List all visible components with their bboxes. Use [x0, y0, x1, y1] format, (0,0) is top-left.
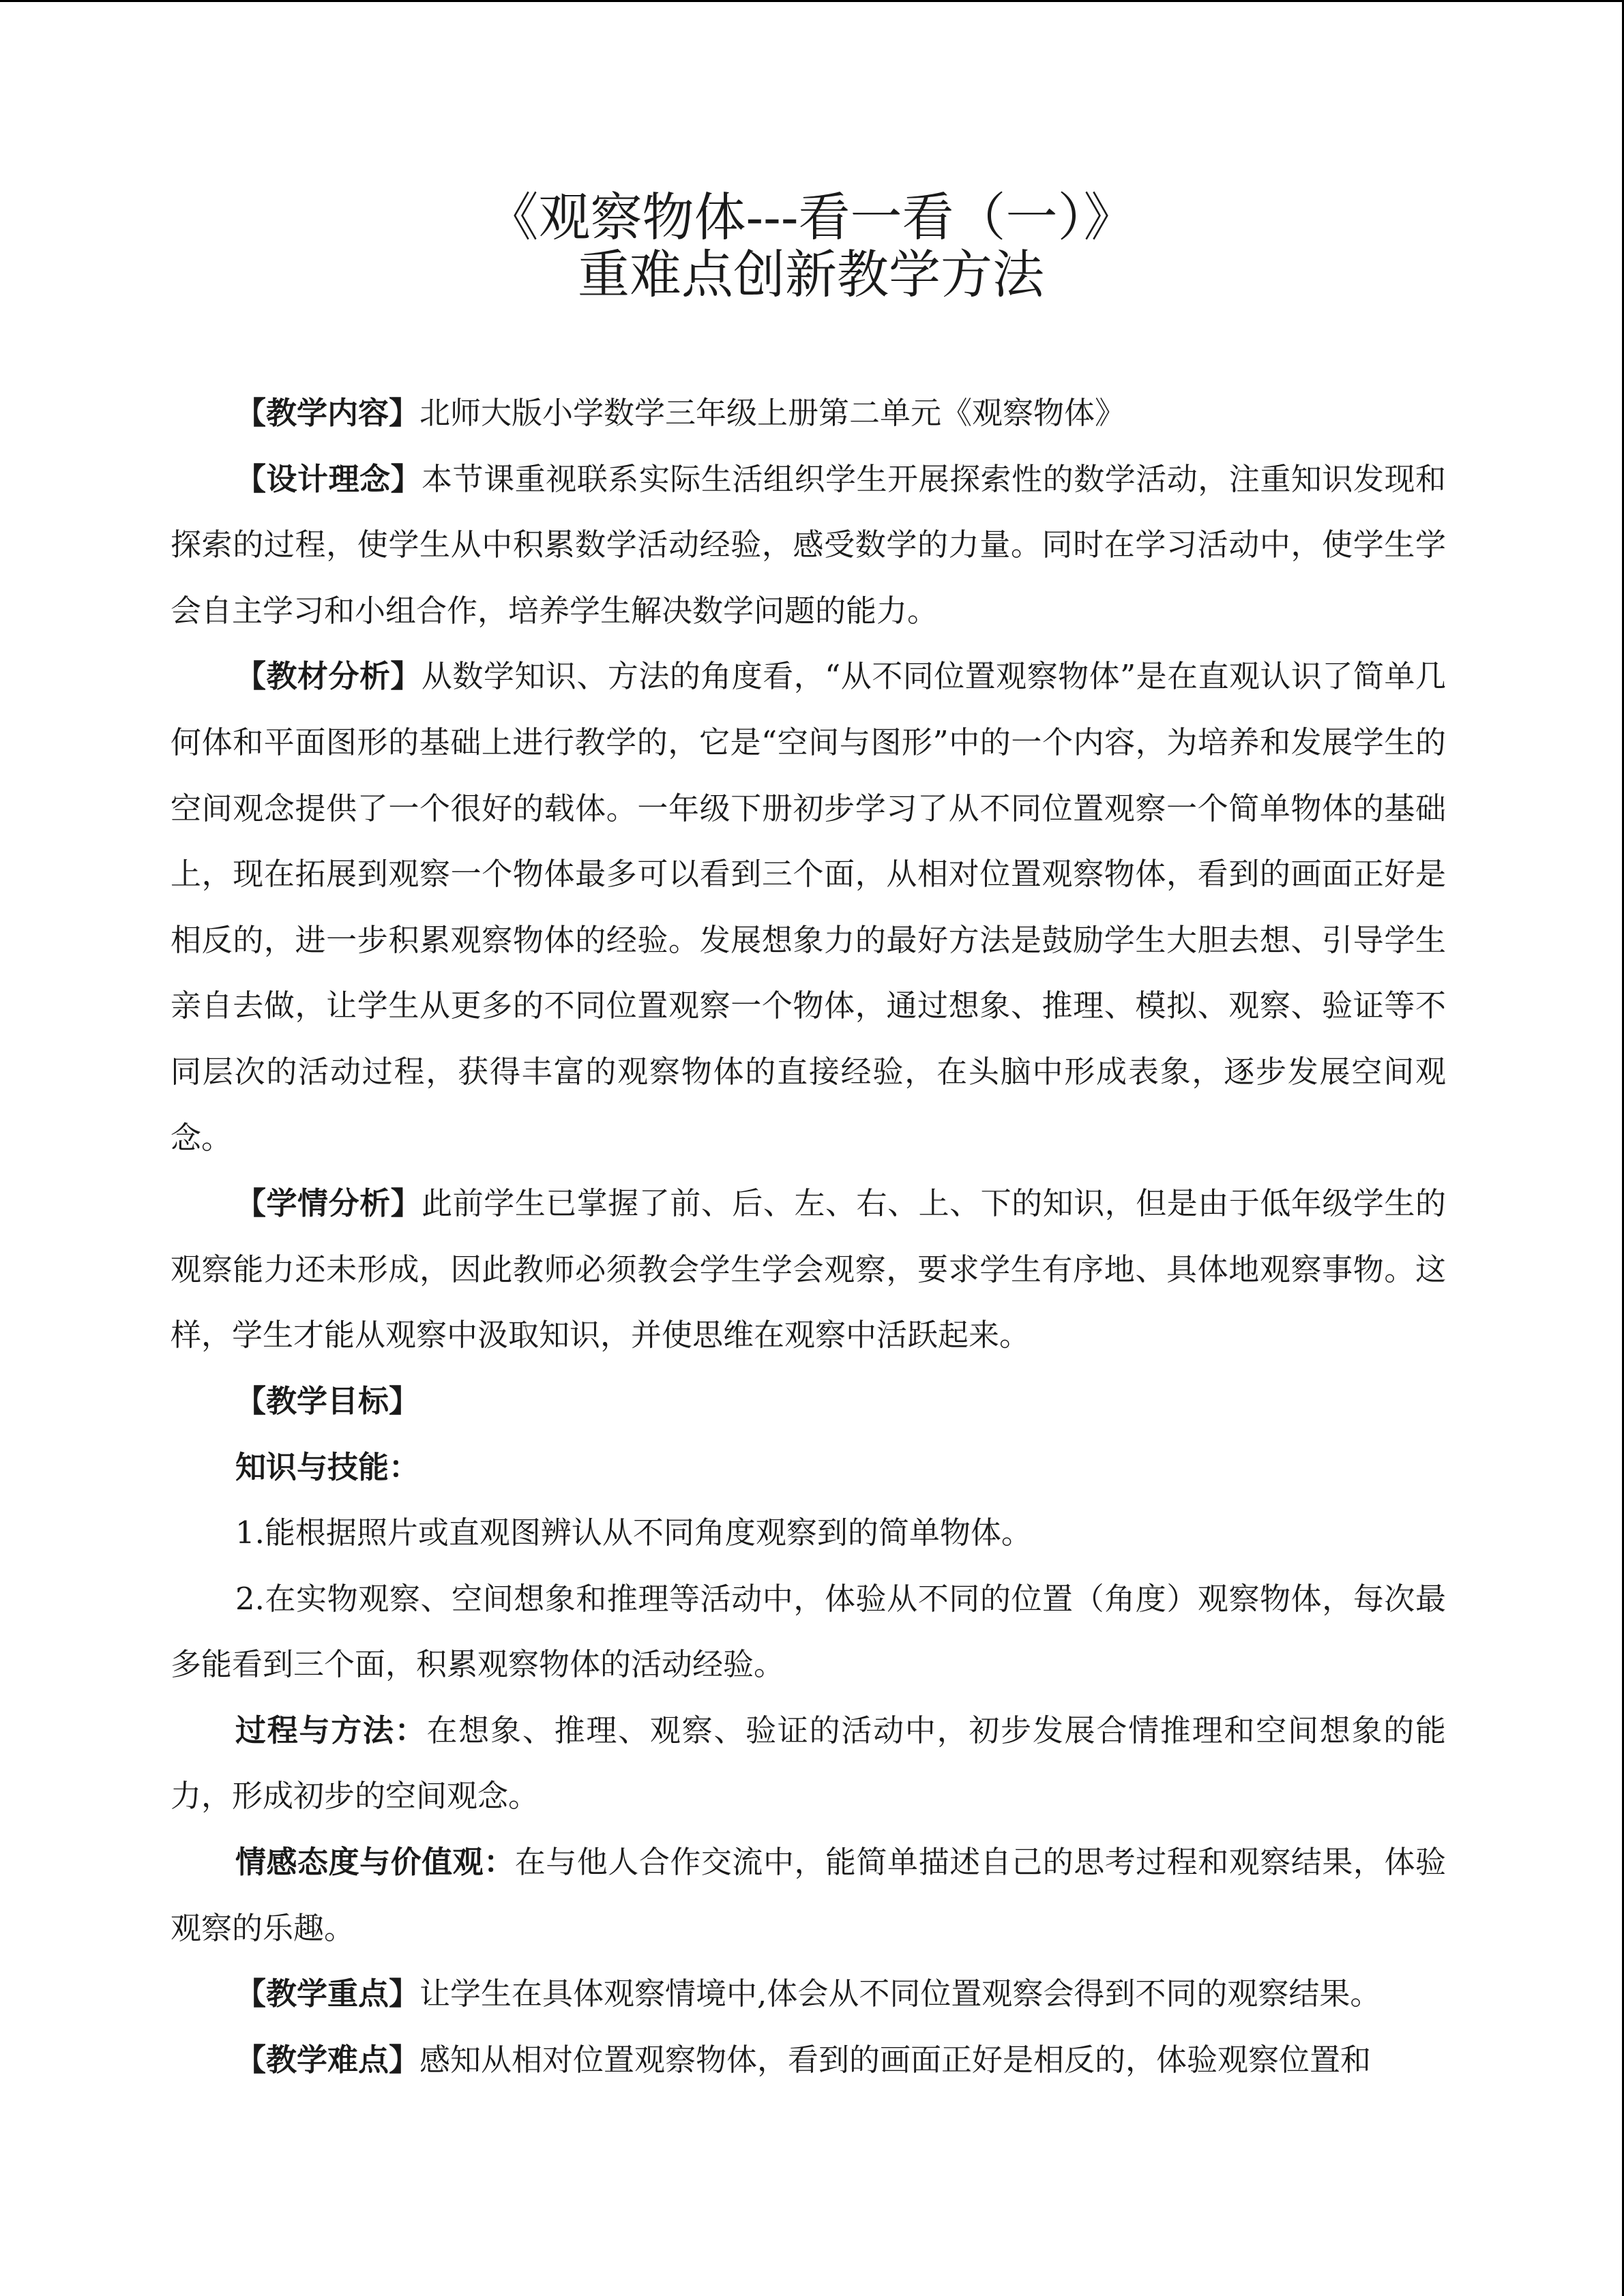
- paragraph-text: 1.能根据照片或直观图辨认从不同角度观察到的简单物体。: [235, 1515, 1032, 1551]
- paragraph-goal-2: [171, 1566, 1446, 1698]
- paragraph-goal-1: [171, 1500, 1446, 1566]
- paragraph-text: 在想象、推理、观察、验证的活动中，初步发展合情推理和空间想象的能力，形成初步的空间观念。: [171, 1712, 1446, 1815]
- paragraph-label: 知识与技能：: [235, 1448, 420, 1485]
- document-title-line1: 《观察物体---看一看（一）》: [486, 187, 1136, 248]
- paragraph-text: 本节课重视联系实际生活组织学生开展探索性的数学活动，注重知识发现和探索的过程，使学生从中积累数学活动经验，感受数学的力量。同时在学习活动中，使学生学会自主学习和小组合作，培养学生解决数学问题的能力。: [171, 460, 1446, 629]
- paragraph-process-method: [171, 1698, 1446, 1830]
- paragraph-textbook-analysis: [171, 644, 1446, 1171]
- paragraph-label: 【教学内容】: [235, 395, 420, 431]
- paragraph-text: 从数学知识、方法的角度看，“从不同位置观察物体”是在直观认识了简单几何体和平面图形的基础上进行教学的，它是“空间与图形”中的一个内容，为培养和发展学生的空间观念提供了一个很好的载体。一年级下册初步学习了从不同位置观察一个简单物体的基础上，现在拓展到观察一个物体最多可以看到三个面，从相对位置观察物体，看到的画面正好是相反的，进一步积累观察物体的经验。发展想象力的最好方法是鼓励学生大胆去想、引导学生亲自去做，让学生从更多的不同位置观察一个物体，通过想象、推理、模拟、观察、验证等不同层次的活动过程，获得丰富的观察物体的直接经验，在头脑中形成表象，逐步发展空间观念。: [171, 658, 1446, 1156]
- paragraph-student-analysis: [171, 1171, 1446, 1369]
- document-title-line2: 重难点创新教学方法: [578, 244, 1044, 305]
- paragraph-label: 【教学目标】: [235, 1382, 420, 1419]
- paragraph-label: 【教学重点】: [235, 1976, 420, 2012]
- paragraph-key-points: [171, 1961, 1446, 2027]
- paragraph-teaching-goals: [171, 1369, 1446, 1435]
- paragraph-emotion-values: [171, 1830, 1446, 1961]
- paragraph-label: 【教材分析】: [235, 658, 422, 695]
- paragraph-text: 感知从相对位置观察物体，看到的画面正好是相反的，体验观察位置和: [419, 2041, 1372, 2078]
- paragraph-teaching-content: [171, 381, 1446, 447]
- document-body: [171, 381, 1446, 2093]
- paragraph-design-concept: [171, 447, 1446, 644]
- paragraph-label: 过程与方法：: [235, 1712, 427, 1748]
- paragraph-label: 情感态度与价值观：: [235, 1844, 515, 1881]
- paragraph-label: 【教学难点】: [235, 2041, 420, 2078]
- paragraph-text: 在与他人合作交流中，能简单描述自己的思考过程和观察结果，体验观察的乐趣。: [171, 1844, 1446, 1946]
- paragraph-text: 此前学生已掌握了前、后、左、右、上、下的知识，但是由于低年级学生的观察能力还未形成，因此教师必须教会学生学会观察，要求学生有序地、具体地观察事物。这样，学生才能从观察中汲取知识，并使思维在观察中活跃起来。: [171, 1185, 1446, 1354]
- paragraph-text: 北师大版小学数学三年级上册第二单元《观察物体》: [419, 395, 1126, 431]
- paragraph-label: 【设计理念】: [235, 460, 422, 497]
- paragraph-text: 让学生在具体观察情境中,体会从不同位置观察会得到不同的观察结果。: [419, 1976, 1381, 2012]
- paragraph-label: 【学情分析】: [235, 1185, 422, 1222]
- paragraph-text: 2.在实物观察、空间想象和推理等活动中，体验从不同的位置（角度）观察物体，每次最多能看到三个面，积累观察物体的活动经验。: [171, 1580, 1446, 1683]
- paragraph-knowledge-skills: [171, 1435, 1446, 1501]
- paragraph-difficult-points: [171, 2027, 1446, 2093]
